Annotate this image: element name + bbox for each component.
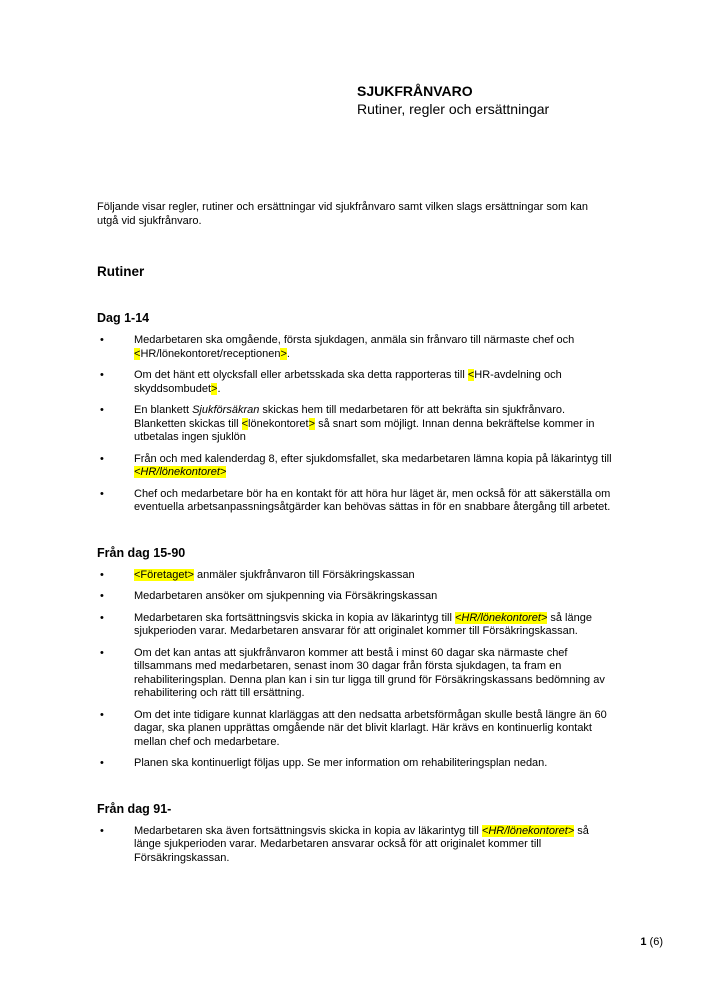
highlighted-text: <Företaget>	[134, 568, 194, 581]
text-run: Sjukförsäkran	[192, 404, 260, 416]
text-run: Chef och medarbetare bör ha en kontakt för att höra hur läget är, men också för att säkerställa om eventuella arbetsanpassningsåtgärder kan behövas sättas in för en snabbare återgång till arbetet.	[134, 487, 611, 513]
text-run: anmäler sjukfrånvaron till Försäkringskassan	[193, 568, 415, 581]
text-run: En blankett	[134, 404, 193, 416]
page-number-total: (6)	[649, 936, 663, 948]
text-run: Medarbetaren ska fortsättningsvis skicka in kopia av läkarintyg till	[134, 611, 455, 624]
highlighted-text: <	[134, 347, 141, 360]
page-number	[640, 936, 663, 949]
highlighted-text: <HR/lönekontoret>	[134, 466, 227, 478]
bullet-list	[97, 825, 614, 866]
highlighted-text: >	[211, 382, 218, 395]
document-subtitle: Rutiner, regler och ersättningar	[357, 101, 550, 117]
text-run: så länge sjukperioden varar. Medarbetaren ansvarar också för att originalet kommer till Försäkringskassan.	[134, 824, 589, 864]
text-run: .	[286, 347, 290, 360]
text-run: skickas hem till medarbetaren för att bekräfta sin sjukfrånvaro. Blanketten skickas till	[134, 404, 566, 430]
text-run: lönekontoret	[248, 417, 309, 430]
text-run: HR-avdelning och skyddsombudet	[134, 369, 562, 395]
section-heading: Rutiner	[97, 264, 145, 279]
text-run: så snart som möjligt. Innan denna bekräftelse kommer in utbetalas ingen sjuklön	[134, 417, 595, 443]
list-item	[97, 569, 614, 583]
title-block	[357, 82, 549, 118]
bullet-list	[97, 334, 614, 515]
text-run: Om det hänt ett olycksfall eller arbetsskada ska detta rapporteras till	[134, 369, 468, 381]
text-run: Om det kan antas att sjukfrånvaron kommer att bestå i minst 60 dagar ska närmaste chef tillsammans med medarbetaren, senast inom 30 dagar från första sjukdagen, ta fram en rehabiliteringsplan. Denna plan kan i sin tur ligga till grund för Försäkringskassans bedömning av rehabilitering och rätt till ersättning.	[134, 646, 605, 699]
list-item	[97, 453, 614, 480]
list-item	[97, 825, 614, 866]
text-run: Planen ska kontinuerligt följas upp. Se mer information om rehabiliteringsplan nedan.	[134, 757, 548, 769]
highlighted-text: >	[308, 417, 316, 430]
section-heading: Från dag 91-	[97, 801, 172, 816]
text-run: Medarbetaren ska även fortsättningsvis skicka in kopia av läkarintyg till	[134, 824, 482, 837]
text-run: Medarbetaren ansöker om sjukpenning via Försäkringskassan	[134, 590, 438, 602]
document-title: SJUKFRÅNVARO	[357, 83, 473, 99]
intro-paragraph: Följande visar regler, rutiner och ersättningar vid sjukfrånvaro samt vilken slags ersättningar som kan utgå vid sjukfrånvaro.	[97, 201, 588, 227]
text-run: HR/lönekontoret/receptionen	[140, 347, 281, 360]
list-item	[97, 590, 614, 604]
highlighted-text: <	[241, 417, 249, 430]
list-item	[97, 334, 614, 361]
highlighted-text: <HR/lönekontoret>	[454, 611, 548, 624]
section-heading: Från dag 15-90	[97, 545, 186, 560]
highlighted-text: <HR/lönekontoret>	[481, 824, 575, 837]
list-item	[97, 612, 614, 639]
list-item	[97, 488, 614, 515]
section-heading: Dag 1-14	[97, 311, 150, 325]
bullet-list	[97, 569, 614, 771]
highlighted-text: >	[280, 347, 287, 360]
list-item	[97, 404, 614, 445]
text-run: Om det inte tidigare kunnat klarläggas att den nedsatta arbetsförmågan skulle bestå längre än 60 dagar, ska planen upprättas omgående när det blivit klarlagt. Här krävs en kontinuerlig kontakt mellan chef och medarbetare.	[134, 708, 607, 748]
text-run: Från och med kalenderdag 8, efter sjukdomsfallet, ska medarbetaren lämna kopia på läkarintyg till	[134, 452, 612, 465]
list-item	[97, 709, 614, 750]
list-item	[97, 369, 614, 396]
text-run: så länge sjukperioden varar. Medarbetaren ansvarar för att originalet kommer till Försäkringskassan.	[134, 611, 592, 637]
page-number-current: 1	[640, 936, 647, 948]
text-run: .	[217, 382, 221, 395]
highlighted-text: <	[467, 369, 475, 381]
sections-container	[97, 257, 614, 865]
list-item	[97, 757, 614, 771]
list-item	[97, 647, 614, 701]
text-run: Medarbetaren ska omgående, första sjukdagen, anmäla sin frånvaro till närmaste chef och	[134, 334, 575, 346]
